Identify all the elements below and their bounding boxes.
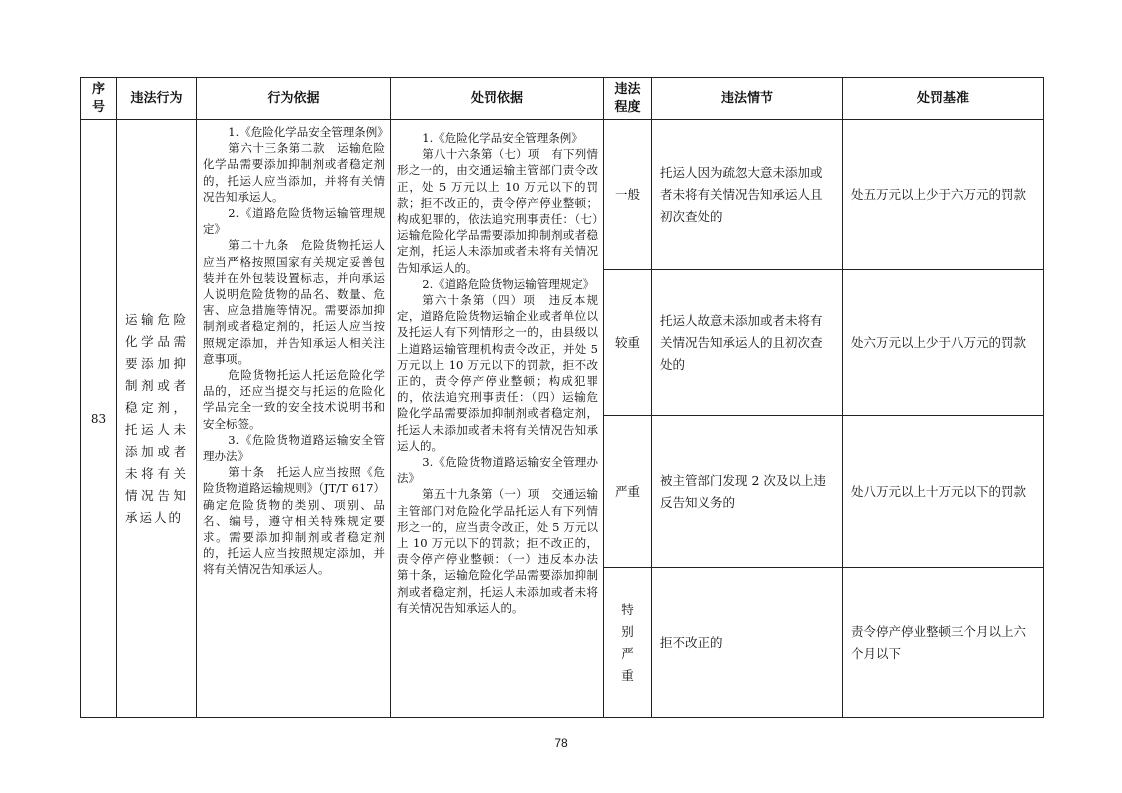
level-cell: 一般 <box>604 120 652 270</box>
table-row <box>81 120 1044 270</box>
detail-cell: 托运人故意未添加或者未将有关情况告知承运人的且初次查处的 <box>652 270 843 416</box>
detail-cell: 拒不改正的 <box>652 568 843 718</box>
header-standard: 处罚基准 <box>843 78 1044 120</box>
header-behavior: 违法行为 <box>117 78 197 120</box>
row-seq: 83 <box>81 120 117 718</box>
detail-cell: 托运人因为疏忽大意未添加或者未将有关情况告知承运人且初次查处的 <box>652 120 843 270</box>
basis-paragraph: 1.《危险化学品安全管理条例》 <box>228 125 389 139</box>
header-level: 违法程度 <box>604 78 652 120</box>
basis-paragraph: 2.《道路危险货物运输管理规定》 <box>203 206 385 237</box>
header-penalty-basis: 处罚依据 <box>391 78 604 120</box>
penalty-paragraph: 1.《危险化学品安全管理条例》 <box>422 131 583 145</box>
detail-cell: 被主管部门发现 2 次及以上违反告知义务的 <box>652 416 843 568</box>
basis-paragraph: 危险货物托运人托运危险化学品的，还应当提交与托运的危险化学品完全一致的安全技术说明书和安全标签。 <box>203 368 385 431</box>
basis-paragraph: 3.《危险货物道路运输安全管理办法》 <box>203 432 385 464</box>
penalty-basis-cell <box>391 120 604 718</box>
header-row <box>81 78 1044 120</box>
header-basis: 行为依据 <box>197 78 391 120</box>
penalty-paragraph: 2.《道路危险货物运输管理规定》 <box>422 276 595 291</box>
basis-paragraph: 第十条 托运人应当按照《危险货物道路运输规则》（JT/T 617）确定危险货物的类别、项别、品名、编号，遵守相关特殊规定要求。需要添加抑制剂或者稳定剂的，托运人应当按照规定添加，并将有关情况告知承运人。 <box>203 465 385 577</box>
header-detail: 违法情节 <box>652 78 843 120</box>
basis-paragraph: 第六十三条第二款 运输危险化学品需要添加抑制剂或者稳定剂的，托运人应当添加，并将有关情况告知承运人。 <box>203 141 385 204</box>
page-number: 78 <box>554 736 568 750</box>
penalty-paragraph: 第五十九条第（一）项 交通运输主管部门对危险化学品托运人有下列情形之一的，应当责令改正，处 5 万元以上 10 万元以下的罚款；拒不改正的，责令停产停业整顿：（一）违反本办法第十条，运输危险化学品需要添加抑制剂或者稳定剂，托运人未添加或者未将有关情况告知承运人的。 <box>397 487 598 615</box>
header-seq: 序号 <box>81 78 117 120</box>
standard-cell: 责令停产停业整顿三个月以上六个月以下 <box>843 568 1044 718</box>
level-cell: 严重 <box>604 416 652 568</box>
penalty-table <box>80 77 1044 718</box>
basis-paragraph: 第二十九条 危险货物托运人应当严格按照国家有关规定妥善包装并在外包装设置标志，并向承运人说明危险货物的品名、数量、危害、应急措施等情况。需要添加抑制剂或者稳定剂的，托运人应当按照规定添加，并告知承运人相关注意事项。 <box>203 238 385 366</box>
standard-cell: 处六万元以上少于八万元的罚款 <box>843 270 1044 416</box>
penalty-paragraph: 第六十条第（四）项 违反本规定，道路危险货物运输企业或者单位以及托运人有下列情形之一的，由县级以上道路运输管理机构责令改正，并处 5 万元以上 10 万元以下的罚款，拒不改正的，责令停产停业整顿；构成犯罪的，依法追究刑事责任：（四）运输危险化学品需要添加抑制剂或者稳定剂，托运人未添加或者未将有关情况告知承运人的。 <box>397 293 598 453</box>
penalty-paragraph: 第八十六条第（七）项 有下列情形之一的，由交通运输主管部门责令改正，处 5 万元以上 10 万元以下的罚款；拒不改正的，责令停产停业整顿；构成犯罪的，依法追究刑事责任：（七）运输危险化学品需要添加抑制剂或者稳定剂，托运人未添加或者未将有关情况告知承运人的。 <box>397 147 598 275</box>
standard-cell: 处五万元以上少于六万元的罚款 <box>843 120 1044 270</box>
level-cell: 较重 <box>604 270 652 416</box>
row-behavior: 运输危险化学品需要添加抑制剂或者稳定剂，托运人未添加或者未将有关情况告知承运人的 <box>117 120 197 718</box>
level-cell: 特别严重 <box>604 568 652 718</box>
penalty-paragraph: 3.《危险货物道路运输安全管理办法》 <box>397 455 598 486</box>
standard-cell: 处八万元以上十万元以下的罚款 <box>843 416 1044 568</box>
behavior-basis-cell <box>197 120 391 718</box>
